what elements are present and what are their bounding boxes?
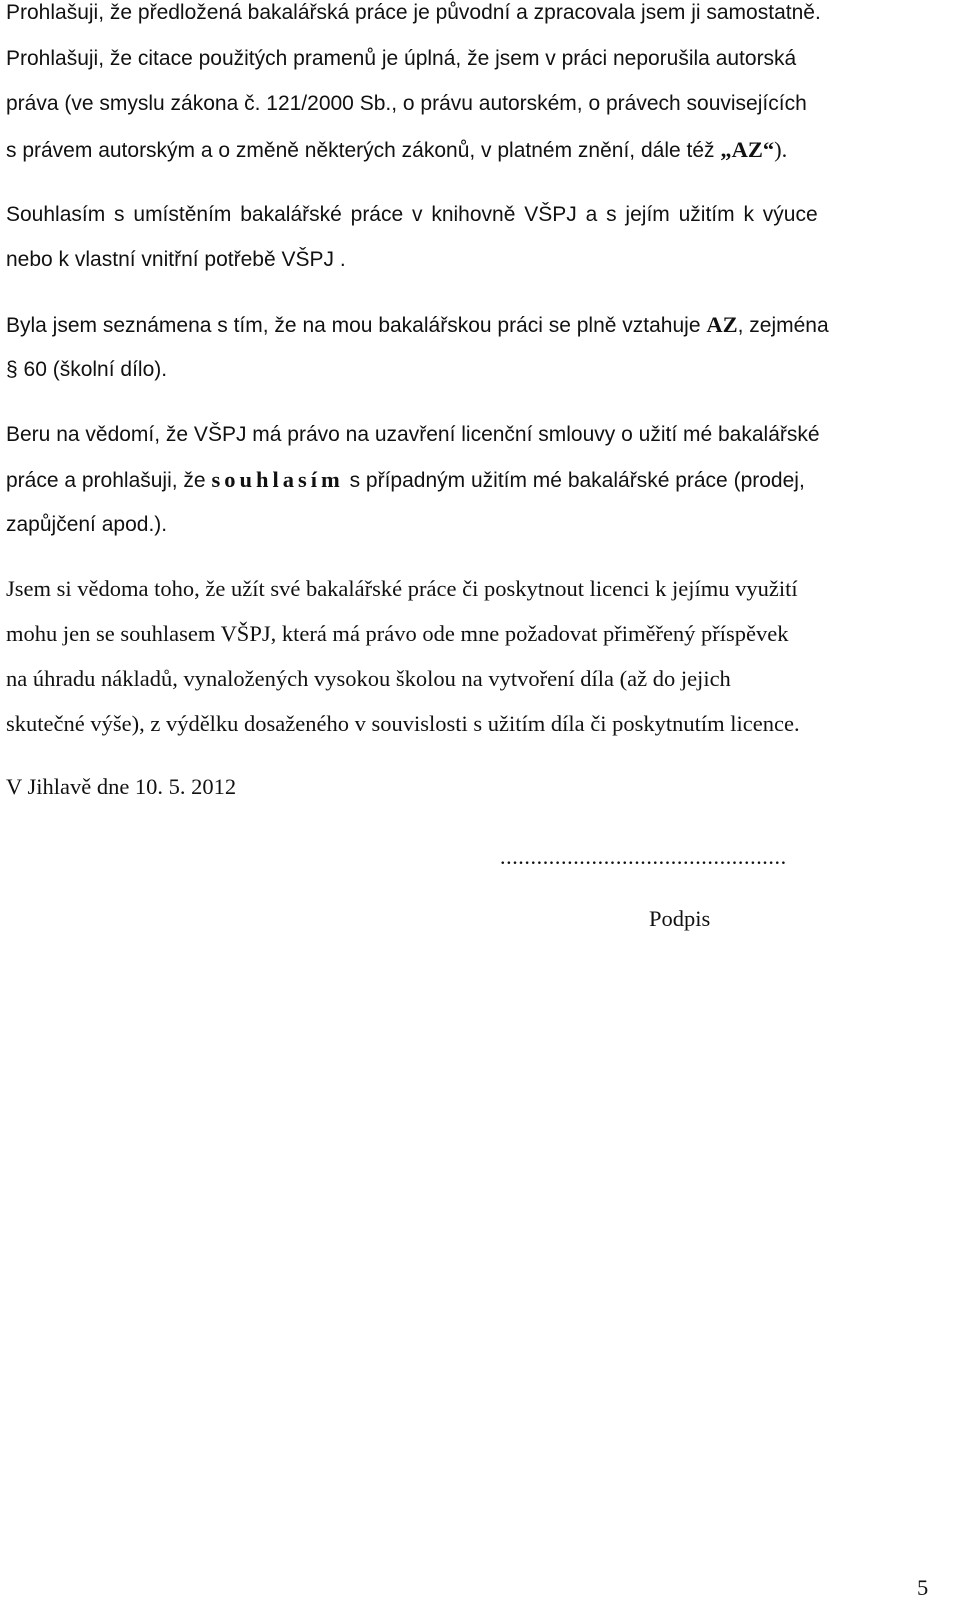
page-number: 5 (917, 1575, 929, 1600)
az-notice-line-2: § 60 (školní dílo). (6, 358, 168, 381)
consent-line-2: nebo k vlastní vnitřní potřebě VŠPJ . (6, 248, 346, 271)
date-line: V Jihlavě dne 10. 5. 2012 (6, 774, 237, 799)
declaration-line-4 (6, 139, 787, 162)
consent-line-1: Souhlasím s umístěním bakalářské práce v knihovně VŠPJ a s jejím užitím k výuce (6, 203, 818, 226)
awareness-line-4: skutečné výše), z výdělku dosaženého v souvislosti s užitím díla či poskytnutím licence. (6, 711, 800, 736)
law-reference-continued: , o právu autorském, o právech souvisejících (391, 92, 807, 115)
license-line-2-end: s případným užitím mé bakalářské práce (prodej, (343, 469, 805, 492)
license-line-3: zapůjčení apod.). (6, 513, 168, 536)
signature-line: ............................................... (500, 844, 787, 869)
awareness-line-1: Jsem si vědoma toho, že užít své bakalářské práce či poskytnout licenci k jejímu využití (6, 576, 798, 601)
az-notice-text: Byla jsem seznámena s tím, že na mou bakalářskou práci se plně vztahuje (6, 314, 707, 337)
license-line-2-start: práce a prohlašuji, že (6, 469, 212, 492)
declaration-line-4-text: s právem autorským a o změně některých zákonů, v platném znění, dále též (6, 139, 721, 162)
law-reference: práva (ve smyslu zákona č. 121/2000 Sb. (6, 92, 392, 115)
declaration-line-1: Prohlašuji, že předložená bakalářská práce je původní a zpracovala jsem ji samostatně. (6, 1, 821, 24)
az-notice-end: , zejména (737, 314, 829, 337)
awareness-line-2: mohu jen se souhlasem VŠPJ, která má právo ode mne požadovat přiměřený příspěvek (6, 621, 789, 646)
declaration-line-4-end: ). (774, 137, 788, 162)
az-abbreviation: AZ (706, 312, 738, 337)
consent-emphasis: souhlasím (211, 467, 344, 492)
awareness-line-3: na úhradu nákladů, vynaložených vysokou školou na vytvoření díla (až do jejich (6, 666, 731, 691)
declaration-line-3 (6, 93, 807, 114)
signature-label: Podpis (649, 906, 711, 931)
az-notice-line-1 (6, 314, 829, 337)
declaration-line-2: Prohlašuji, že citace použitých pramenů je úplná, že jsem v práci neporušila autorská (6, 47, 797, 70)
az-abbreviation: „AZ“ (720, 137, 775, 162)
license-line-1: Beru na vědomí, že VŠPJ má právo na uzavření licenční smlouvy o užití mé bakalářské (6, 423, 820, 446)
license-line-2 (6, 469, 805, 492)
